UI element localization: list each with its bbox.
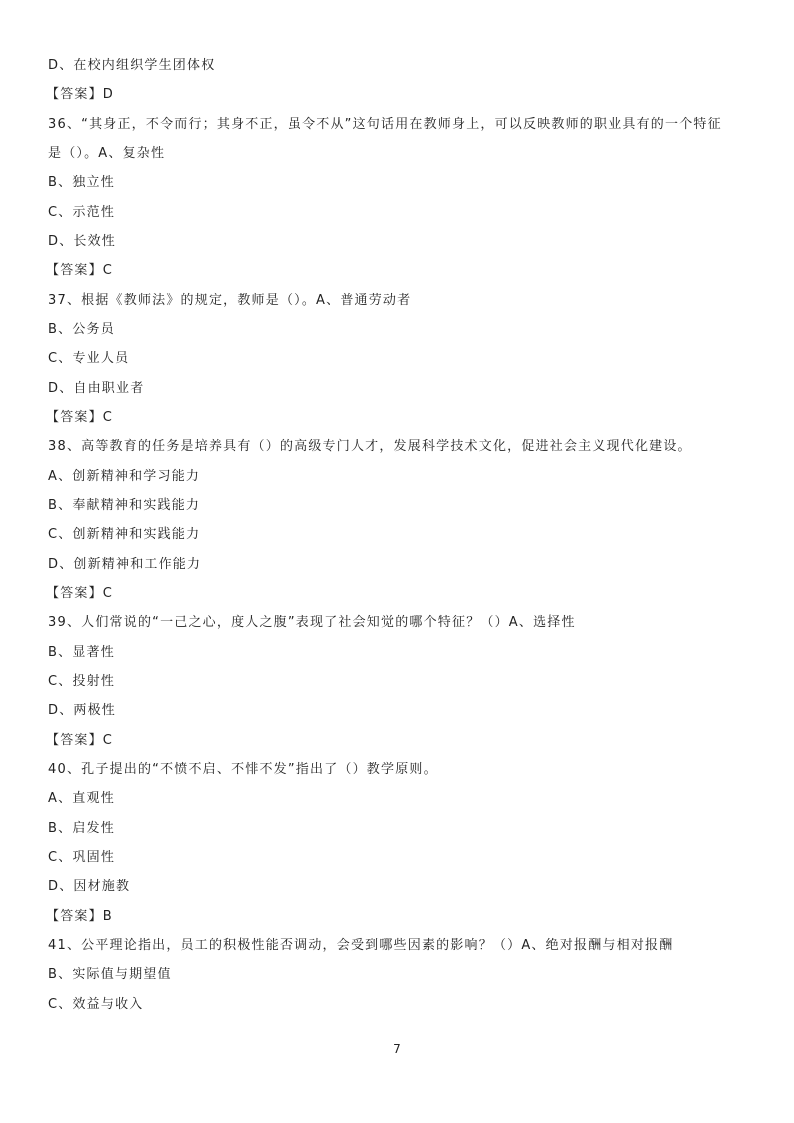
page-number: 7 [393,1042,401,1056]
option-c-q40: C、巩固性 [48,850,116,865]
option-d-q38: D、创新精神和工作能力 [48,557,202,572]
option-c-q39: C、投射性 [48,674,116,689]
option-d-q39: D、两极性 [48,703,117,718]
answer-q37: 【答案】C [46,410,114,425]
option-d-q37: D、自由职业者 [48,381,145,396]
question-38: 38、高等教育的任务是培养具有（）的高级专门人才，发展科学技术文化，促进社会主义现代化建设。 [48,439,692,454]
option-c-q36: C、示范性 [48,205,116,220]
answer-q40: 【答案】B [46,909,113,924]
option-c-q41: C、效益与收入 [48,997,144,1012]
option-b-q38: B、奉献精神和实践能力 [48,498,201,513]
option-b-q39: B、显著性 [48,645,115,660]
option-d-q36: D、长效性 [48,234,117,249]
answer-q39: 【答案】C [46,733,114,748]
option-b-q40: B、启发性 [48,821,115,836]
option-b-q41: B、实际值与期望值 [48,967,172,982]
question-40: 40、孔子提出的“不愤不启、不悱不发”指出了（）教学原则。 [48,762,438,777]
question-36-line2: 是（）。A、复杂性 [48,146,166,161]
option-b-q36: B、独立性 [48,175,115,190]
option-d-q40: D、因材施教 [48,879,131,894]
option-c-q37: C、专业人员 [48,351,130,366]
answer-q36: 【答案】C [46,263,114,278]
answer-q38: 【答案】C [46,586,114,601]
option-d-q35: D、在校内组织学生团体权 [48,58,216,73]
option-a-q38: A、创新精神和学习能力 [48,469,201,484]
option-c-q38: C、创新精神和实践能力 [48,527,201,542]
option-b-q37: B、公务员 [48,322,115,337]
answer-q35: 【答案】D [46,87,115,102]
question-39: 39、人们常说的“一己之心，度人之腹”表现了社会知觉的哪个特征？（）A、选择性 [48,615,576,630]
question-37: 37、根据《教师法》的规定，教师是（）。A、普通劳动者 [48,293,412,308]
question-41: 41、公平理论指出，员工的积极性能否调动，会受到哪些因素的影响？（）A、绝对报酬与相对报酬 [48,938,674,953]
option-a-q40: A、直观性 [48,791,115,806]
question-36-line1: 36、“其身正，不令而行；其身不正，虽令不从”这句话用在教师身上，可以反映教师的职业具有的一个特征 [48,117,722,132]
